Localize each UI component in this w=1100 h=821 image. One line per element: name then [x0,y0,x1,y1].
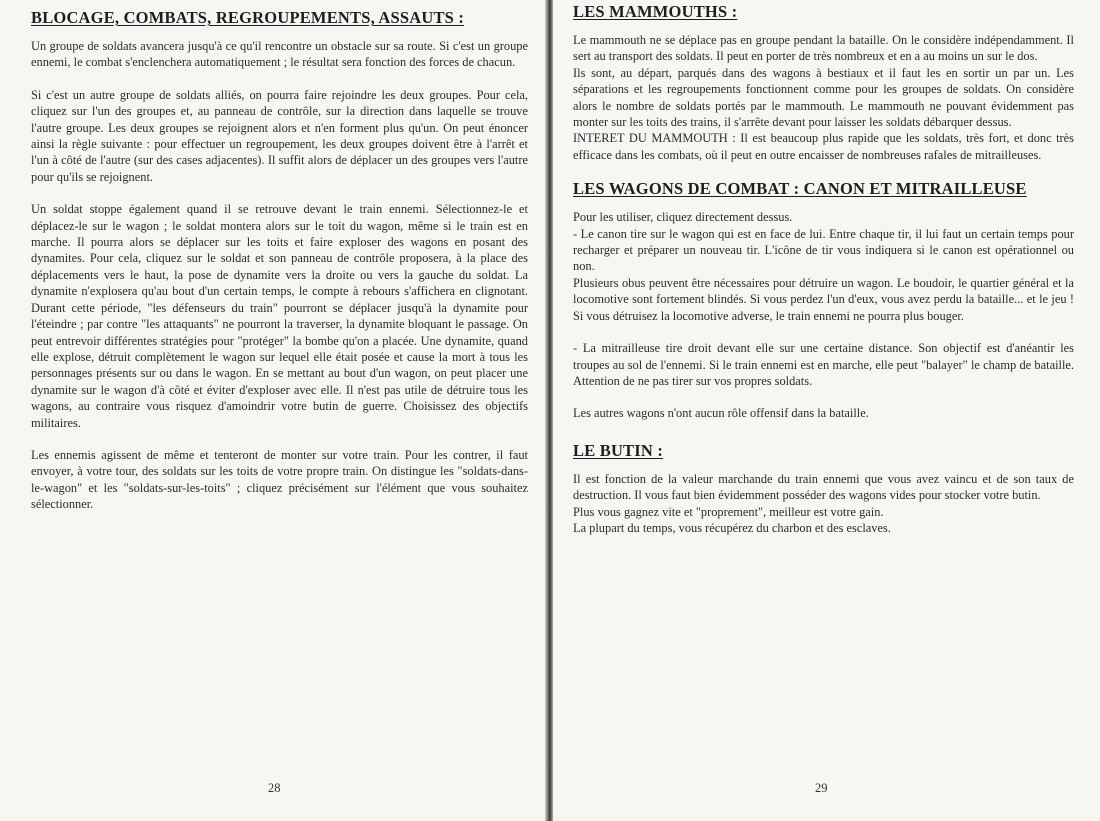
text-line: Plusieurs obus peuvent être nécessaires pour détruire un wagon. Le boudoir, le quartier général et la locomotive sont fortement blindés. Si vous perdez l'un d'eux, vous avez perdu la bataille... et le jeu ! Si vous détruisez la locomotive adverse, le train ennemi ne pourra plus bouger. [573,275,1074,323]
text-line: Ils sont, au départ, parqués dans des wagons à bestiaux et il faut les en sortir un par un. Les séparations et les regroupements fonctionnent comme pour les groupes de soldats. On considère alors le nombre de soldats portés par le mammouth. Le mammouth ne pouvant évidemment pas monter sur les toits des trains, il s'arrête devant pour laisser les soldats débarquer dessus. [573,65,1074,130]
paragraph [573,209,1074,324]
text-line: La plupart du temps, vous récupérez du charbon et des esclaves. [573,520,891,535]
section-wagons-de-combat [573,179,1074,421]
paragraph: Les ennemis agissent de même et tenteront de monter sur votre train. Pour les contrer, il faut envoyer, à votre tour, des soldats sur les toits de votre propre train. On distingue les "soldats-dans-le-wagon" et les "soldats-sur-les-toits" ; cliquez précisément sur l'élément que vous souhaitez sélectionner. [31,447,528,512]
paragraph: Un groupe de soldats avancera jusqu'à ce qu'il rencontre un obstacle sur sa route. Si c'est un groupe ennemi, le combat s'enclenchera automatiquement ; le résultat sera fonction des forces de chacun. [31,39,528,70]
paragraph: Si c'est un autre groupe de soldats alliés, on pourra faire rejoindre les deux groupes. Pour cela, cliquez sur l'un des groupes et, au panneau de contrôle, sur la direction dans laquelle se trouve l'autre groupe. Les deux groupes se rejoignent alors et n'en forment plus qu'un. On peut énoncer ainsi la règle suivante : pour effectuer un regroupement, les deux groupes doivent être à l'arrêt et l'un à côté de l'autre (sur des cases adjacentes). Il suffit alors de déplacer un des groupes vers l'autre pour qu'ils se rejoignent. [31,87,528,184]
text-line: Plus vous gagnez vite et "proprement", meilleur est votre gain. [573,504,884,519]
section-heading-mammouths: LES MAMMOUTHS : [573,2,738,21]
paragraph [573,471,1074,537]
text-line: Pour les utiliser, cliquez directement dessus. [573,210,793,225]
page-number: 28 [268,781,281,795]
paragraph [573,340,1074,389]
section-heading-butin: LE BUTIN : [573,440,664,460]
left-page [0,0,546,821]
paragraph [573,405,1074,421]
paragraph [573,32,1074,163]
text-line: Il est fonction de la valeur marchande du train ennemi que vous avez vaincu et de son taux de destruction. Il vous faut bien évidemment posséder des wagons vides pour stocker votre butin. [573,471,1074,503]
text-line: Le mammouth ne se déplace pas en groupe pendant la bataille. On le considère indépendamment. Il sert au transport des soldats. Il peut en porter de très nombreux et en a au moins un sur le dos. [573,33,1074,64]
text-line: INTERET DU MAMMOUTH : Il est beaucoup plus rapide que les soldats, très fort, et donc très efficace dans les combats, où il peut en outre encaisser de nombreuses rafales de mitrailleuses. [573,131,1074,162]
paragraph: Un soldat stoppe également quand il se retrouve devant le train ennemi. Sélectionnez-le et déplacez-le sur le wagon ; le soldat montera alors sur le toit du wagon, même si le train est en marche. Il pourra alors se déplacer sur les toits et faire exploser des wagons en posant des dynamites. Pour cela, cliquez sur le soldat et son panneau de contrôle proposera, à la place des déplacements vers le haut, la pose de dynamite vers la droite ou vers la gauche du soldat. La dynamite n'explosera qu'au bout d'un certain temps, le compte à rebours s'affichera en clignotant. Durant cette période, "les défenseurs du train" pourront se déplacer jusqu'à la dynamite pour l'éteindre ; par contre "les attaquants" ne pourront la traverser, la dynamite bloquant le passage. On peut entrevoir différentes stratégies pour "protéger" la bombe qu'on a placée. Une dynamite, quand elle explose, détruit complètement le wagon sur lequel elle était posée et cause la mort à tous les personnages présents sur ou dans le wagon. En se mettant au bout d'un wagon, on peut placer une dynamite sur le wagon d'à côté et éviter d'exploser avec elle. Il n'est pas utile de détruire tous les wagons, au contraire vous risquez d'amoindrir votre butin de guerre. Choisissez des objectifs militaires. [31,202,528,430]
text-line: - Le canon tire sur le wagon qui est en face de lui. Entre chaque tir, il lui faut un certain temps pour recharger et préparer un nouveau tir. L'icône de tir vous indiquera si le canon est opérationnel ou non. [573,226,1074,274]
section-butin [573,441,1074,537]
text-line: Les autres wagons n'ont aucun rôle offensif dans la bataille. [573,406,869,421]
right-page [553,0,1100,821]
page-number: 29 [815,781,828,795]
section-heading-wagons: LES WAGONS DE COMBAT : CANON ET MITRAILLEUSE [573,179,1027,199]
section-mammouths [573,2,1074,163]
text-line: - La mitrailleuse tire droit devant elle sur une certaine distance. Son objectif est d'anéantir les troupes au sol de l'ennemi. Si le train ennemi est en marche, elle peut "balayer" le champ de bataille. Attention de ne pas tirer sur vos propres soldats. [573,341,1074,388]
section-heading-blocage: BLOCAGE, COMBATS, REGROUPEMENTS, ASSAUTS : [31,8,465,27]
